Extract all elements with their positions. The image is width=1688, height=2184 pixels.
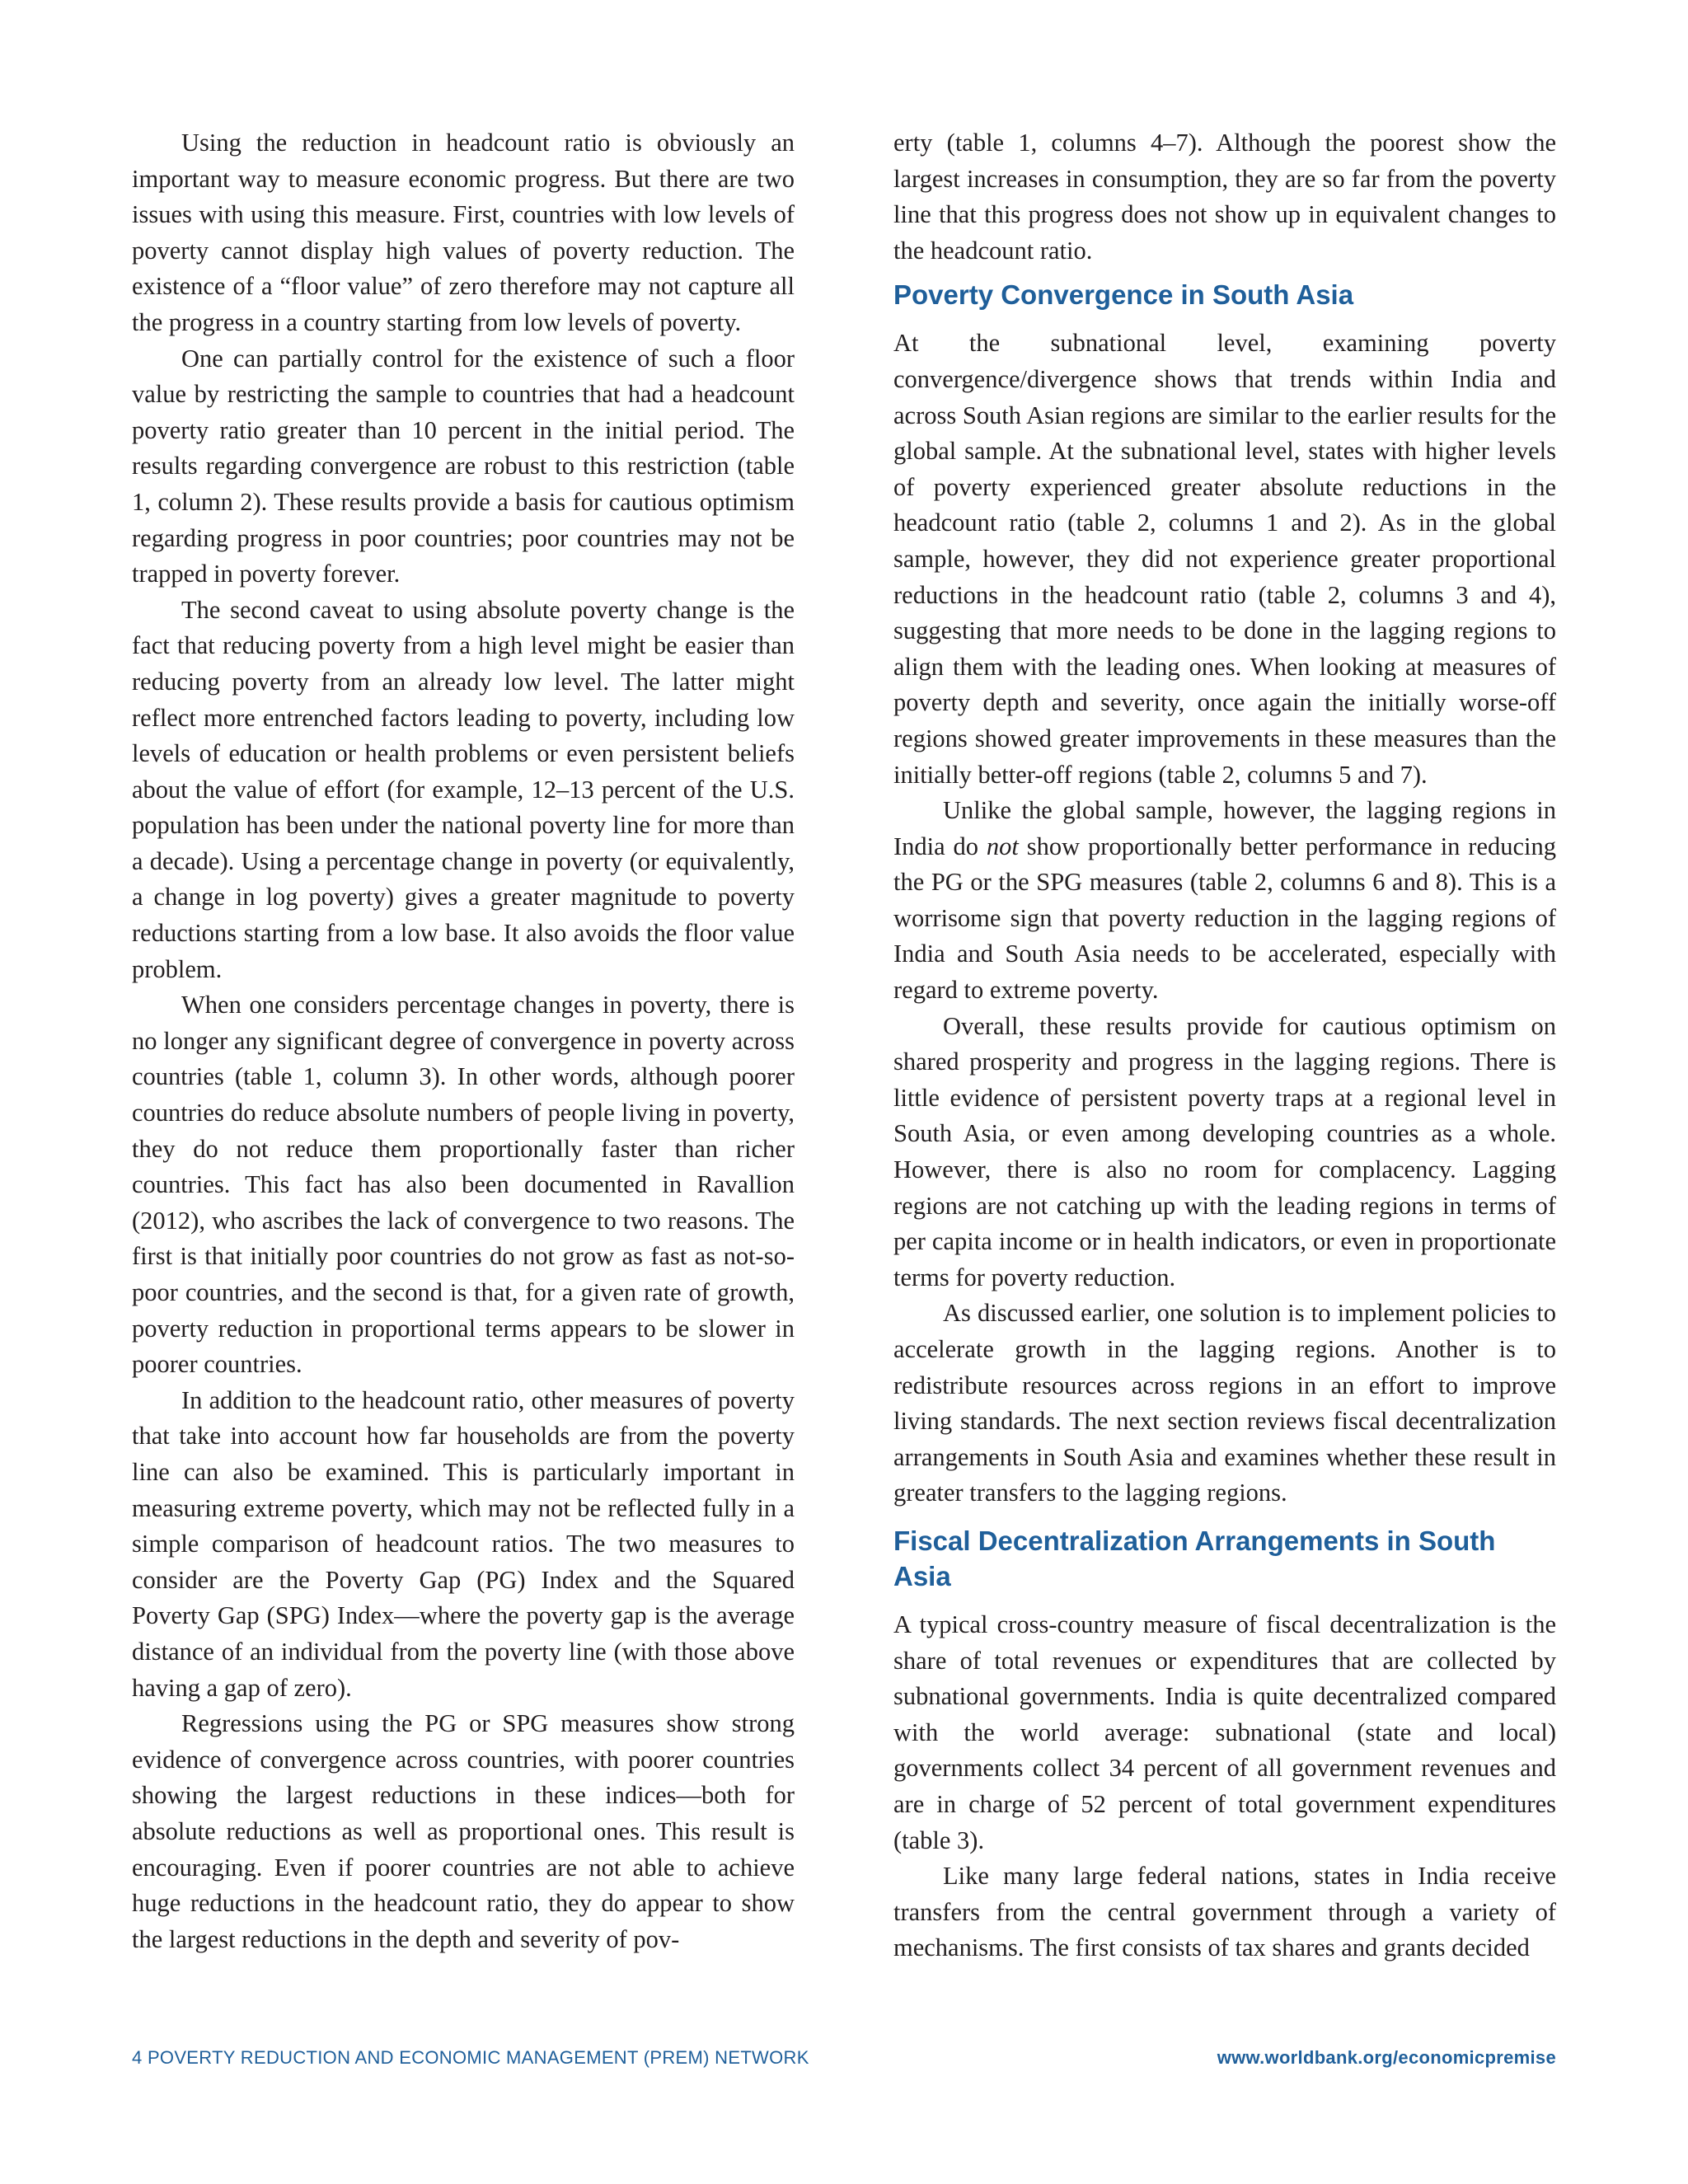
body-paragraph: When one considers percentage changes in poverty, there is no longer any significant degree of convergence in poverty across countries (table 1, column 3). In other words, although poorer countries do reduce absolute numbers of people living in poverty, they do not reduce them proportionally faster than richer countries. This fact has also been documented in Ravallion (2012), who ascribes the lack of convergence to two reasons. The first is that initially poor countries do not grow as fast as not-so-poor countries, and the second is that, for a given rate of growth, poverty reduction in proportional terms appears to be slower in poorer countries. xyxy=(132,991,795,1379)
paragraph-text: Unlike the global sample, however, the lagging regions in India do xyxy=(893,796,1556,860)
body-paragraph: As discussed earlier, one solution is to implement policies to accelerate growth in the lagging regions. Another is to redistribute resources across regions in an effort to improve living standards. The next section reviews fiscal decentralization arrangements in South Asia and examines whether these result in greater transfers to the lagging regions. xyxy=(893,1299,1556,1507)
right-column xyxy=(893,125,1556,1966)
body-paragraph: Like many large federal nations, states in India receive transfers from the central government through a variety of mechanisms. The first consists of tax shares and grants decided xyxy=(893,1862,1556,1962)
body-paragraph: The second caveat to using absolute poverty change is the fact that reducing poverty from a high level might be easier than reducing poverty from an already low level. The latter might reflect more entrenched factors leading to poverty, including low levels of education or health problems or even persistent beliefs about the value of effort (for example, 12–13 percent of the U.S. population has been under the national poverty line for more than a decade). Using a percentage change in poverty (or equivalently, a change in log poverty) gives a greater magnitude to poverty reductions starting from a low base. It also avoids the floor value problem. xyxy=(132,595,795,983)
continuation-paragraph: erty (table 1, columns 4–7). Although the poorest show the largest increases in consumption, they are so far from the poverty line that this progress does not show up in equivalent changes to the headcount ratio. xyxy=(893,129,1556,265)
section-heading-fiscal-decentralization: Fiscal Decentralization Arrangements in South Asia xyxy=(893,1525,1496,1591)
footer-url-link[interactable]: www.worldbank.org/economicpremise xyxy=(1217,2047,1556,2068)
body-paragraph: A typical cross-country measure of fiscal decentralization is the share of total revenues or expenditures that are collected by subnational governments. India is quite decentralized compared with the world average: subnational (state and local) governments collect 34 percent of all government revenues and are in charge of 52 percent of total government expenditures (table 3). xyxy=(893,1610,1556,1854)
footer-network-title: 4 POVERTY REDUCTION AND ECONOMIC MANAGEMENT (PREM) NETWORK xyxy=(132,2047,809,2068)
paragraph-text: show proportionally better performance in reducing the PG or the SPG measures (table 2, columns 6 and 8). This is a worrisome sign that poverty reduction in the lagging regions of India and South Asia needs to be accelerated, especially with regard to extreme poverty. xyxy=(893,832,1556,1005)
body-paragraph: In addition to the headcount ratio, other measures of poverty that take into account how far households are from the poverty line can also be examined. This is particularly important in measuring extreme poverty, which may not be reflected fully in a simple comparison of headcount ratios. The two measures to consider are the Poverty Gap (PG) Index and the Squared Poverty Gap (SPG) Index—where the poverty gap is the average distance of an individual from the poverty line (with those above having a gap of zero). xyxy=(132,1385,795,1702)
body-paragraph: Using the reduction in headcount ratio is obviously an important way to measure economic progress. But there are two issues with using this measure. First, countries with low levels of poverty cannot display high values of poverty reduction. The existence of a “floor value” of zero therefore may not capture all the progress in a country starting from low levels of poverty. xyxy=(132,129,795,336)
emphasis-text: not xyxy=(986,832,1019,860)
body-paragraph xyxy=(893,793,1556,1009)
left-column xyxy=(132,125,795,1957)
body-paragraph: Overall, these results provide for cautious optimism on shared prosperity and progress in the lagging regions. There is little evidence of persistent poverty traps at a regional level in South Asia, or even among developing countries as a whole. However, there is also no room for complacency. Lagging regions are not catching up with the leading regions in terms of per capita income or in health indicators, or even in proportionate terms for poverty reduction. xyxy=(893,1011,1556,1291)
body-paragraph: At the subnational level, examining poverty convergence/divergence shows that trends within India and across South Asian regions are similar to the earlier results for the global sample. At the subnational level, states with higher levels of poverty experienced greater absolute reductions in the headcount ratio (table 2, columns 1 and 2). As in the global sample, however, they did not experience greater proportional reductions in the headcount ratio (table 2, columns 3 and 4), suggesting that more needs to be done in the lagging regions to align them with the leading ones. When looking at measures of poverty depth and severity, once again the initially worse-off regions showed greater improvements in these measures than the initially better-off regions (table 2, columns 5 and 7). xyxy=(893,329,1556,789)
section-heading-poverty-convergence: Poverty Convergence in South Asia xyxy=(893,279,1354,311)
body-paragraph: One can partially control for the existence of such a floor value by restricting the sample to countries that had a headcount poverty ratio greater than 10 percent in the initial period. The results regarding convergence are robust to this restriction (table 1, column 2). These results provide a basis for cautious optimism regarding progress in poor countries; poor countries may not be trapped in poverty forever. xyxy=(132,344,795,588)
body-paragraph: Regressions using the PG or SPG measures show strong evidence of convergence across countries, with poorer countries showing the largest reductions in these indices—both for absolute reductions as well as proportional ones. This result is encouraging. Even if poorer countries are not able to achieve huge reductions in the headcount ratio, they do appear to show the largest reductions in the depth and severity of pov- xyxy=(132,1709,795,1953)
